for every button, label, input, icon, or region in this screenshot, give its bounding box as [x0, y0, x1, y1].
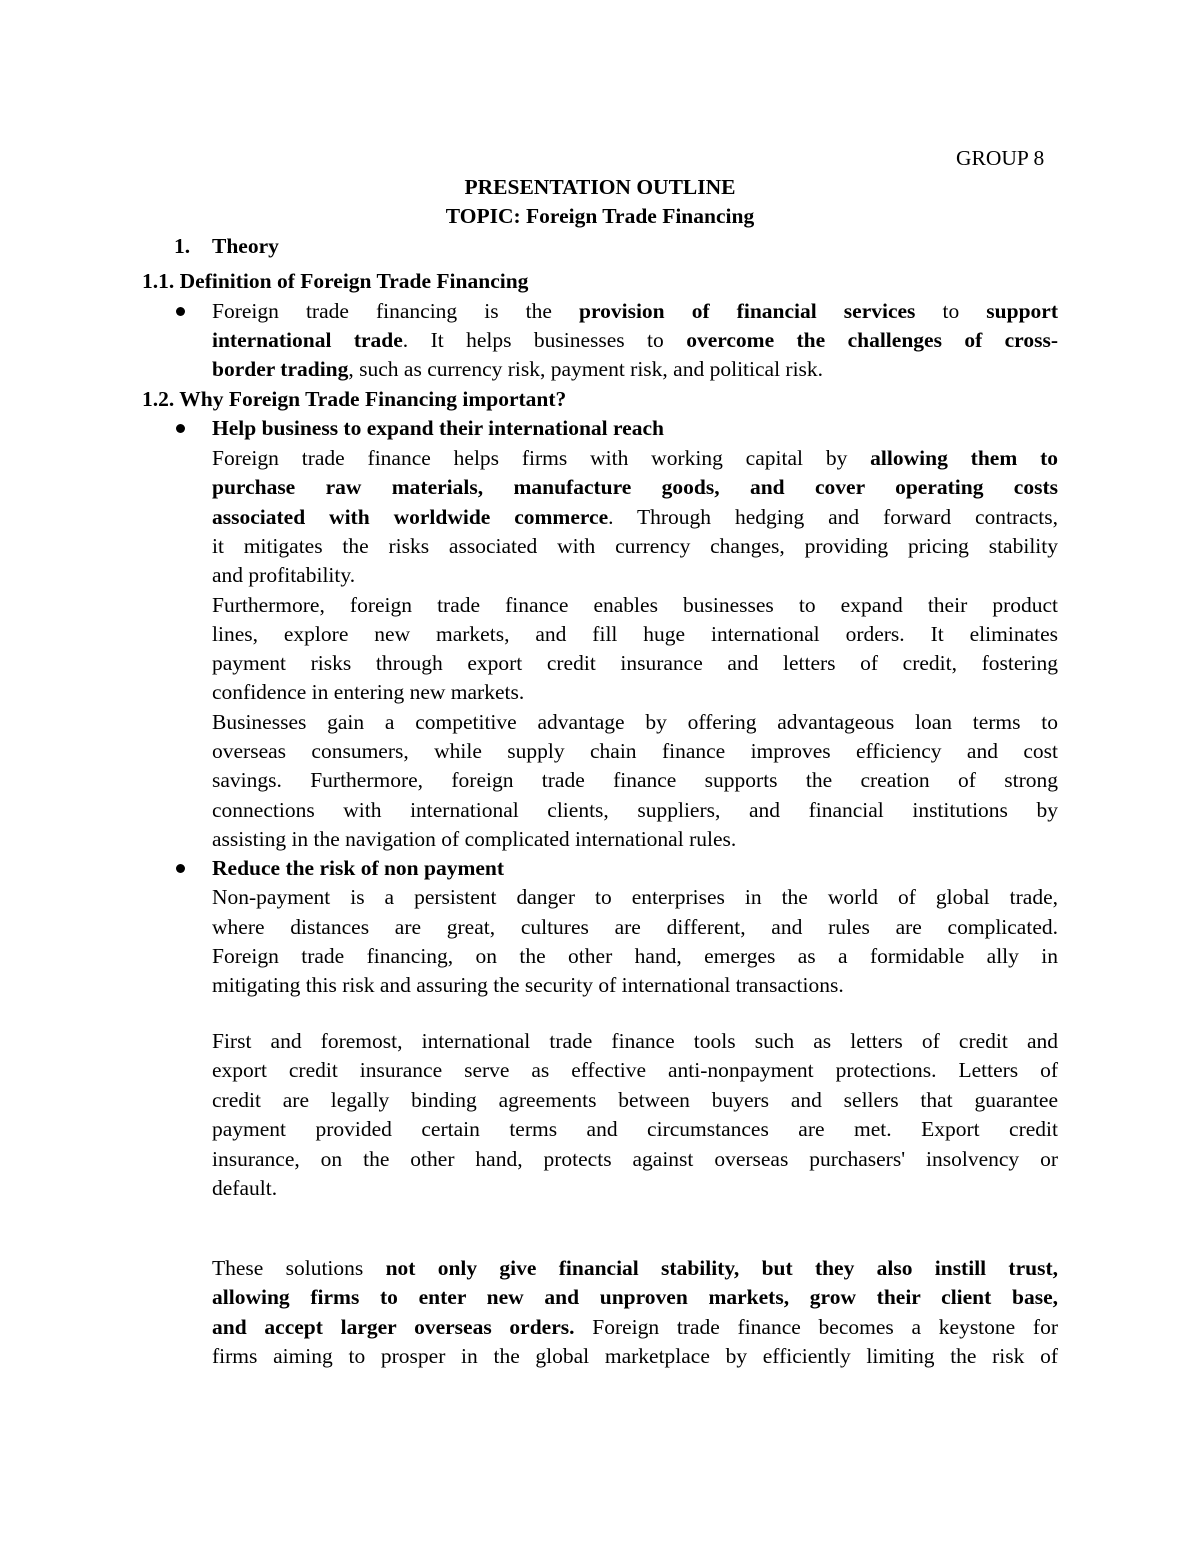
- furthermore-para-line-4: confidence in entering new markets.: [212, 680, 525, 704]
- solutions-para-line-1: These solutions not only give financial stability, but they also instill trust,: [212, 1256, 1058, 1280]
- expand-para-line-3: associated with worldwide commerce. Through hedging and forward contracts,: [212, 505, 1058, 529]
- tools-para-line-1: First and foremost, international trade finance tools such as letters of credit and: [212, 1029, 1058, 1053]
- expand-para-line-1: Foreign trade finance helps firms with working capital by allowing them to: [212, 446, 1058, 470]
- tools-para-line-4: payment provided certain terms and circumstances are met. Export credit: [212, 1117, 1058, 1141]
- expand-para-line-5: and profitability.: [212, 563, 356, 587]
- section-1-1-heading: 1.1. Definition of Foreign Trade Financing: [142, 269, 529, 293]
- definition-line-3: border trading, such as currency risk, payment risk, and political risk.: [212, 357, 824, 381]
- advantage-para-line-5: assisting in the navigation of complicated international rules.: [212, 827, 737, 851]
- section-1-2-heading: 1.2. Why Foreign Trade Financing important?: [142, 387, 567, 411]
- tools-para-line-5: insurance, on the other hand, protects against overseas purchasers' insolvency or: [212, 1147, 1058, 1171]
- expand-para-line-2: purchase raw materials, manufacture goods, and cover operating costs: [212, 475, 1058, 499]
- bullet-2-title: Reduce the risk of non payment: [212, 856, 505, 880]
- advantage-para-line-3: savings. Furthermore, foreign trade finance supports the creation of strong: [212, 768, 1058, 792]
- bullet-icon: [176, 864, 185, 873]
- nonpayment-para-line-4: mitigating this risk and assuring the security of international transactions.: [212, 973, 844, 997]
- tools-para-line-2: export credit insurance serve as effective anti-nonpayment protections. Letters of: [212, 1058, 1058, 1082]
- advantage-para-line-1: Businesses gain a competitive advantage by offering advantageous loan terms to: [212, 710, 1058, 734]
- tools-para-line-3: credit are legally binding agreements between buyers and sellers that guarantee: [212, 1088, 1058, 1112]
- document-title: PRESENTATION OUTLINE: [464, 175, 736, 199]
- furthermore-para-line-1: Furthermore, foreign trade finance enables businesses to expand their product: [212, 593, 1058, 617]
- solutions-para-line-4: firms aiming to prosper in the global marketplace by efficiently limiting the risk of: [212, 1344, 1058, 1368]
- group-label: GROUP 8: [956, 146, 1045, 170]
- advantage-para-line-4: connections with international clients, suppliers, and financial institutions by: [212, 798, 1058, 822]
- definition-line-2: international trade. It helps businesses to overcome the challenges of cross-: [212, 328, 1058, 352]
- section-1-number: 1.: [174, 234, 191, 258]
- definition-line-1: Foreign trade financing is the provision of financial services to support: [212, 299, 1058, 323]
- advantage-para-line-2: overseas consumers, while supply chain finance improves efficiency and cost: [212, 739, 1058, 763]
- section-1-heading: Theory: [212, 234, 279, 258]
- bullet-1-title: Help business to expand their international reach: [212, 416, 664, 440]
- bullet-icon: [176, 424, 185, 433]
- furthermore-para-line-3: payment risks through export credit insurance and letters of credit, fostering: [212, 651, 1058, 675]
- solutions-para-line-3: and accept larger overseas orders. Foreign trade finance becomes a keystone for: [212, 1315, 1058, 1339]
- expand-para-line-4: it mitigates the risks associated with currency changes, providing pricing stability: [212, 534, 1058, 558]
- topic-title: TOPIC: Foreign Trade Financing: [445, 204, 755, 228]
- tools-para-line-6: default.: [212, 1176, 278, 1200]
- nonpayment-para-line-3: Foreign trade financing, on the other hand, emerges as a formidable ally in: [212, 944, 1058, 968]
- bullet-icon: [176, 307, 185, 316]
- furthermore-para-line-2: lines, explore new markets, and fill huge international orders. It eliminates: [212, 622, 1058, 646]
- nonpayment-para-line-1: Non-payment is a persistent danger to enterprises in the world of global trade,: [212, 885, 1058, 909]
- solutions-para-line-2: allowing firms to enter new and unproven markets, grow their client base,: [212, 1285, 1058, 1309]
- nonpayment-para-line-2: where distances are great, cultures are different, and rules are complicated.: [212, 915, 1058, 939]
